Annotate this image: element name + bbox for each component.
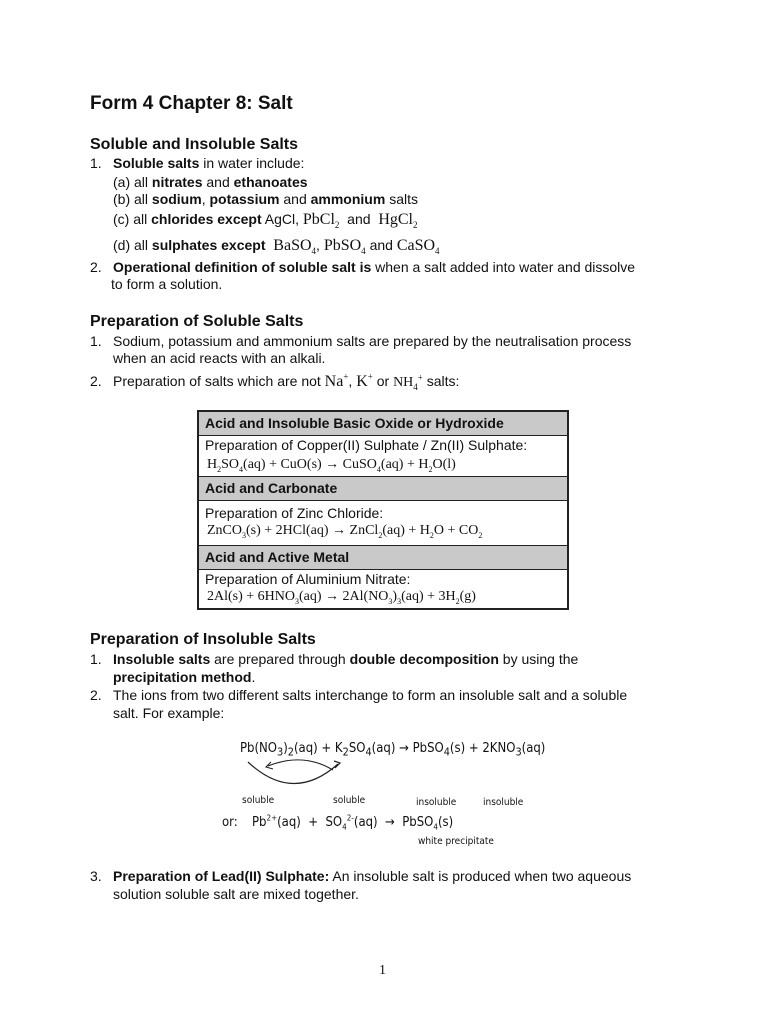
table-header: Acid and Active Metal xyxy=(199,545,567,570)
section-heading-insoluble-prep: Preparation of Insoluble Salts xyxy=(90,631,316,648)
formula-hgcl2: HgCl$_2$ xyxy=(378,211,418,231)
equation-lead-nitrate: $Pb(NO_3)_2(aq) + K_2SO_4(aq)$ → PbSO$_4$(s) + $2KNO_3(aq)$ xyxy=(240,741,546,759)
list-item: Preparation of Lead(II) Sulphate: An insoluble salt is produced when two aqueous xyxy=(113,868,632,884)
list-subitem: (b) all sodium, potassium and ammonium salts xyxy=(113,191,418,207)
list-number: 1. xyxy=(90,651,102,667)
list-item-continuation: precipitation method. xyxy=(113,669,256,685)
formula-k-ion: K+ xyxy=(356,371,373,390)
list-item: Insoluble salts are prepared through double decomposition by using the xyxy=(113,651,579,667)
list-number: 2. xyxy=(90,373,102,389)
equation-aluminium-nitrate: $2Al(s) + 6HNO_3(aq) \to 2Al(NO_3)_3(aq) + 3H_2(g)$ xyxy=(207,589,476,606)
label-white-precipitate: white precipitate xyxy=(418,836,494,847)
formula-pbcl2: PbCl$_2$ xyxy=(302,211,340,231)
list-item: Sodium, potassium and ammonium salts are prepared by the neutralisation process xyxy=(113,333,632,349)
list-number: 2. xyxy=(90,687,102,703)
list-item: Preparation of salts which are not Na+, K+ or $NH_4^+$ salts: xyxy=(113,371,460,392)
list-item-continuation: salt. For example: xyxy=(113,705,225,721)
label-soluble: soluble xyxy=(242,795,275,806)
label-or: or: xyxy=(222,815,238,830)
label-insoluble: insoluble xyxy=(416,797,457,808)
equation-copper-sulphate: $H_2SO_4(aq) + CuO(s)$ → CuSO$_4$(aq) + $H_2O(l)$ xyxy=(207,457,456,474)
list-number: 1. xyxy=(90,155,102,171)
table-header: Acid and Insoluble Basic Oxide or Hydroxide xyxy=(199,412,567,436)
list-subitem: (c) all chlorides except AgCl, PbCl$_2$ and HgCl$_2$ xyxy=(113,211,418,231)
list-item-continuation: to form a solution. xyxy=(111,276,223,292)
list-item-continuation: when an acid reacts with an alkali. xyxy=(113,350,326,366)
label-soluble: soluble xyxy=(333,795,366,806)
list-subitem: (a) all nitrates and ethanoates xyxy=(113,174,308,190)
table-header: Acid and Carbonate xyxy=(199,476,567,501)
page-number: 1 xyxy=(379,963,386,978)
formula-caso4: CaSO$_4$ xyxy=(396,237,440,257)
list-item-continuation: solution soluble salt are mixed together. xyxy=(113,886,359,902)
list-subitem: (d) all sulphates except BaSO$_4$, PbSO$_4$ and CaSO$_4$ xyxy=(113,237,440,257)
formula-pbso4: PbSO$_4$ xyxy=(323,237,366,257)
table-cell: Preparation of Zinc Chloride: xyxy=(205,505,384,521)
equation-ionic: $Pb^{2+}(aq) + SO_4^{2-}(aq)$ → PbSO$_4$(s) xyxy=(252,813,454,832)
table-cell: Preparation of Copper(II) Sulphate / Zn(II) Sulphate: xyxy=(205,437,528,453)
preparation-table xyxy=(197,410,569,610)
list-number: 3. xyxy=(90,868,102,884)
list-number: 2. xyxy=(90,259,102,275)
formula-baso4: BaSO$_4$ xyxy=(273,237,317,257)
exchange-arrows-icon xyxy=(238,756,358,796)
list-item: Soluble salts in water include: xyxy=(113,155,305,171)
section-heading-soluble-prep: Preparation of Soluble Salts xyxy=(90,313,304,330)
list-item: The ions from two different salts interchange to form an insoluble salt and a soluble xyxy=(113,687,628,703)
equation-zinc-chloride: ZnCO$_3$(s) + 2HCl(aq) → ZnCl$_2$(aq) + $H_2O + CO_2$ xyxy=(207,523,483,540)
section-heading-soluble-insoluble: Soluble and Insoluble Salts xyxy=(90,136,299,153)
label-insoluble: insoluble xyxy=(483,797,524,808)
list-item: Operational definition of soluble salt is when a salt added into water and dissolve xyxy=(113,259,636,275)
formula-nh4-ion: $NH_4^+$ xyxy=(393,372,423,392)
page-title: Form 4 Chapter 8: Salt xyxy=(90,93,293,114)
table-cell: Preparation of Aluminium Nitrate: xyxy=(205,571,411,587)
formula-na-ion: Na+ xyxy=(324,371,349,390)
list-number: 1. xyxy=(90,333,102,349)
